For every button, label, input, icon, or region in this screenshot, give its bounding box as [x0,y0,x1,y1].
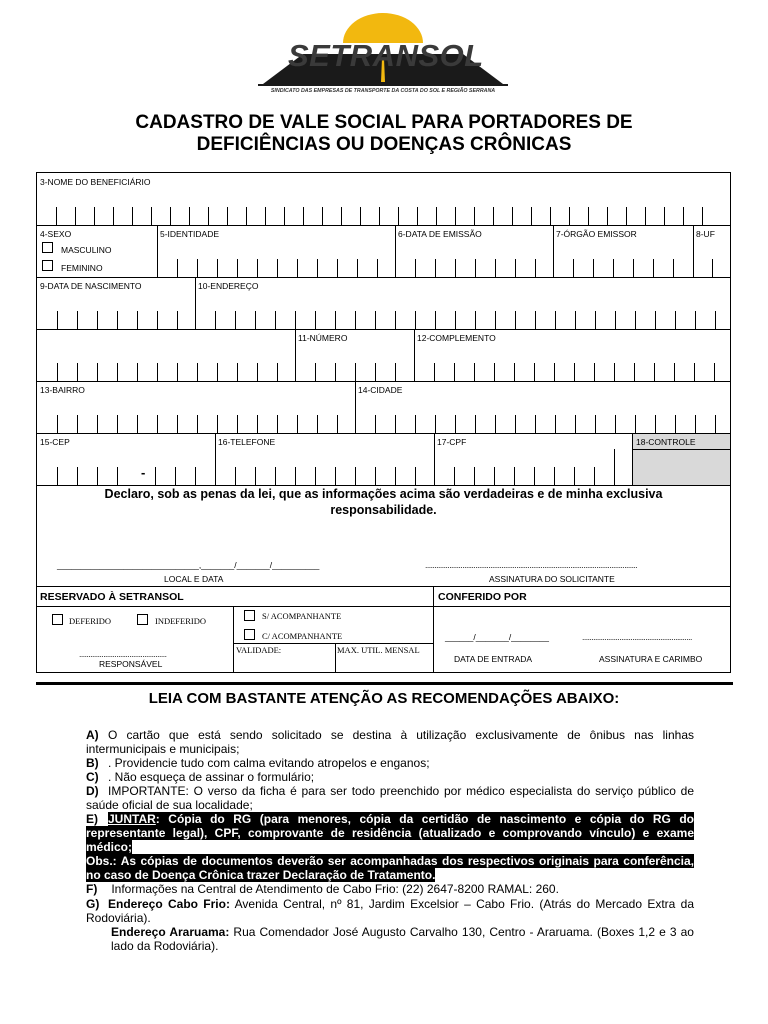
setransol-logo [258,10,508,102]
checkbox-with-companion[interactable] [244,629,255,640]
label-identity: 5-IDENTIDADE [160,229,220,239]
label-cpf: 17-CPF [437,437,467,447]
recommendation-d: D) IMPORTANTE: O verso da ficha é para ser todo preenchido por médico especialista do serviço público de saúde oficial de sua localidade; [86,784,694,812]
brand-name: SETRANSOL [288,38,484,73]
label-indeferido: INDEFERIDO [155,616,206,626]
cep-dash: - [141,465,146,480]
local-date-line[interactable]: ______________________________,_______/_______/__________ [57,560,320,570]
checkbox-female[interactable] [42,260,53,271]
checkbox-indeferido[interactable] [137,614,148,625]
declaration-line2: responsabilidade. [330,503,437,517]
section-divider [36,682,733,685]
recommendation-a: A) O cartão que está sendo solicitado se destina à utilização exclusivamente de ônibus nas linhas intermunicipais e municipais; [86,728,694,756]
local-date-label: LOCAL E DATA [164,574,224,584]
label-number: 11-NÚMERO [298,333,348,343]
label-complement: 12-COMPLEMENTO [417,333,496,343]
recommendation-g: G) Endereço Cabo Frio: Avenida Central, nº 81, Jardim Excelsior – Cabo Frio. (Atrás do Mercado Extra da Rodoviária). Endereço Araruama: Rua Comendador José Augusto Carvalho 130, Centro - Araruama. (Boxes 1,2 e 3 ao lado da Rodoviária). [86,897,695,953]
label-uf: 8-UF [696,229,715,239]
document-title-line2: DEFICIÊNCIAS OU DOENÇAS CRÔNICAS [196,134,572,155]
label-max-monthly-use: MAX. UTIL. MENSAL [337,645,420,655]
label-validity: VALIDADE: [236,645,282,655]
label-with-companion: C/ ACOMPANHANTE [262,631,343,641]
entry-date-label: DATA DE ENTRADA [454,654,533,664]
label-male: MASCULINO [61,245,112,255]
entry-date-line[interactable]: ______/_______/________ [445,632,549,642]
checkbox-deferido[interactable] [52,614,63,625]
applicant-signature-line[interactable]: .................................................................................................................. [425,560,638,570]
recommendation-e: E) JUNTAR: Cópia do RG (para menores, cópia da certidão de nascimento e cópia do RG do representante legal), CPF, comprovante de residência (atualizado e comprovando vínculo) e exame médico; Obs.: As cópias de documentos deverão ser acompanhadas dos respectivos originais para conferência, no caso de Doença Crônica trazer Declaração de Tratamento. [86,812,694,882]
label-issue-date: 6-DATA DE EMISSÃO [398,229,482,239]
recommendation-b: B) . Providencie tudo com calma evitando atropelos e enganos; [86,756,430,770]
label-phone: 16-TELEFONE [218,437,276,447]
checked-by-heading: CONFERIDO POR [438,591,527,603]
label-female: FEMININO [61,263,103,273]
checkbox-male[interactable] [42,242,53,253]
label-issuer: 7-ÓRGÃO EMISSOR [556,229,637,239]
applicant-signature-label: ASSINATURA DO SOLICITANTE [489,574,615,584]
recommendation-e-obs: Obs.: As cópias de documentos deverão ser acompanhadas dos respectivos originais para conferência, no caso de Doença Crônica trazer Declaração de Tratamento. [86,854,694,882]
label-beneficiary-name: 3-NOME DO BENEFICIÁRIO [40,177,151,187]
document-title-line1: CADASTRO DE VALE SOCIAL PARA PORTADORES DE [135,112,633,133]
label-neighborhood: 13-BAIRRO [40,385,85,395]
recommendation-f: F) Informações na Central de Atendimento de Cabo Frio: (22) 2647-8200 RAMAL: 260. [86,882,559,896]
checkbox-no-companion[interactable] [244,610,255,621]
registration-form [36,172,731,673]
recommendations-title: LEIA COM BASTANTE ATENÇÃO AS RECOMENDAÇÕES ABAIXO: [148,690,620,707]
brand-subtitle: SINDICATO DAS EMPRESAS DE TRANSPORTE DA COSTA DO SOL E REGIÃO SERRANA [270,88,496,94]
label-sex: 4-SEXO [40,229,72,239]
label-deferido: DEFERIDO [69,616,112,626]
stamp-signature-label: ASSINATURA E CARIMBO [599,654,703,664]
reserved-setransol-heading: RESERVADO À SETRANSOL [40,591,184,603]
label-cep: 15-CEP [40,437,70,447]
label-address: 10-ENDEREÇO [198,281,259,291]
stamp-signature-line[interactable]: ........................................................... [582,632,692,642]
recommendation-c: C) . Não esqueça de assinar o formulário; [86,770,315,784]
label-city: 14-CIDADE [358,385,403,395]
label-no-companion: S/ ACOMPANHANTE [262,611,342,621]
responsible-line[interactable]: ............................................... [79,649,167,659]
label-control: 18-CONTROLE [636,437,696,447]
label-birth-date: 9-DATA DE NASCIMENTO [40,281,142,291]
responsible-label: RESPONSÁVEL [99,659,163,669]
declaration-line1: Declaro, sob as penas da lei, que as informações acima são verdadeiras e de minha exclusiva [104,487,663,501]
